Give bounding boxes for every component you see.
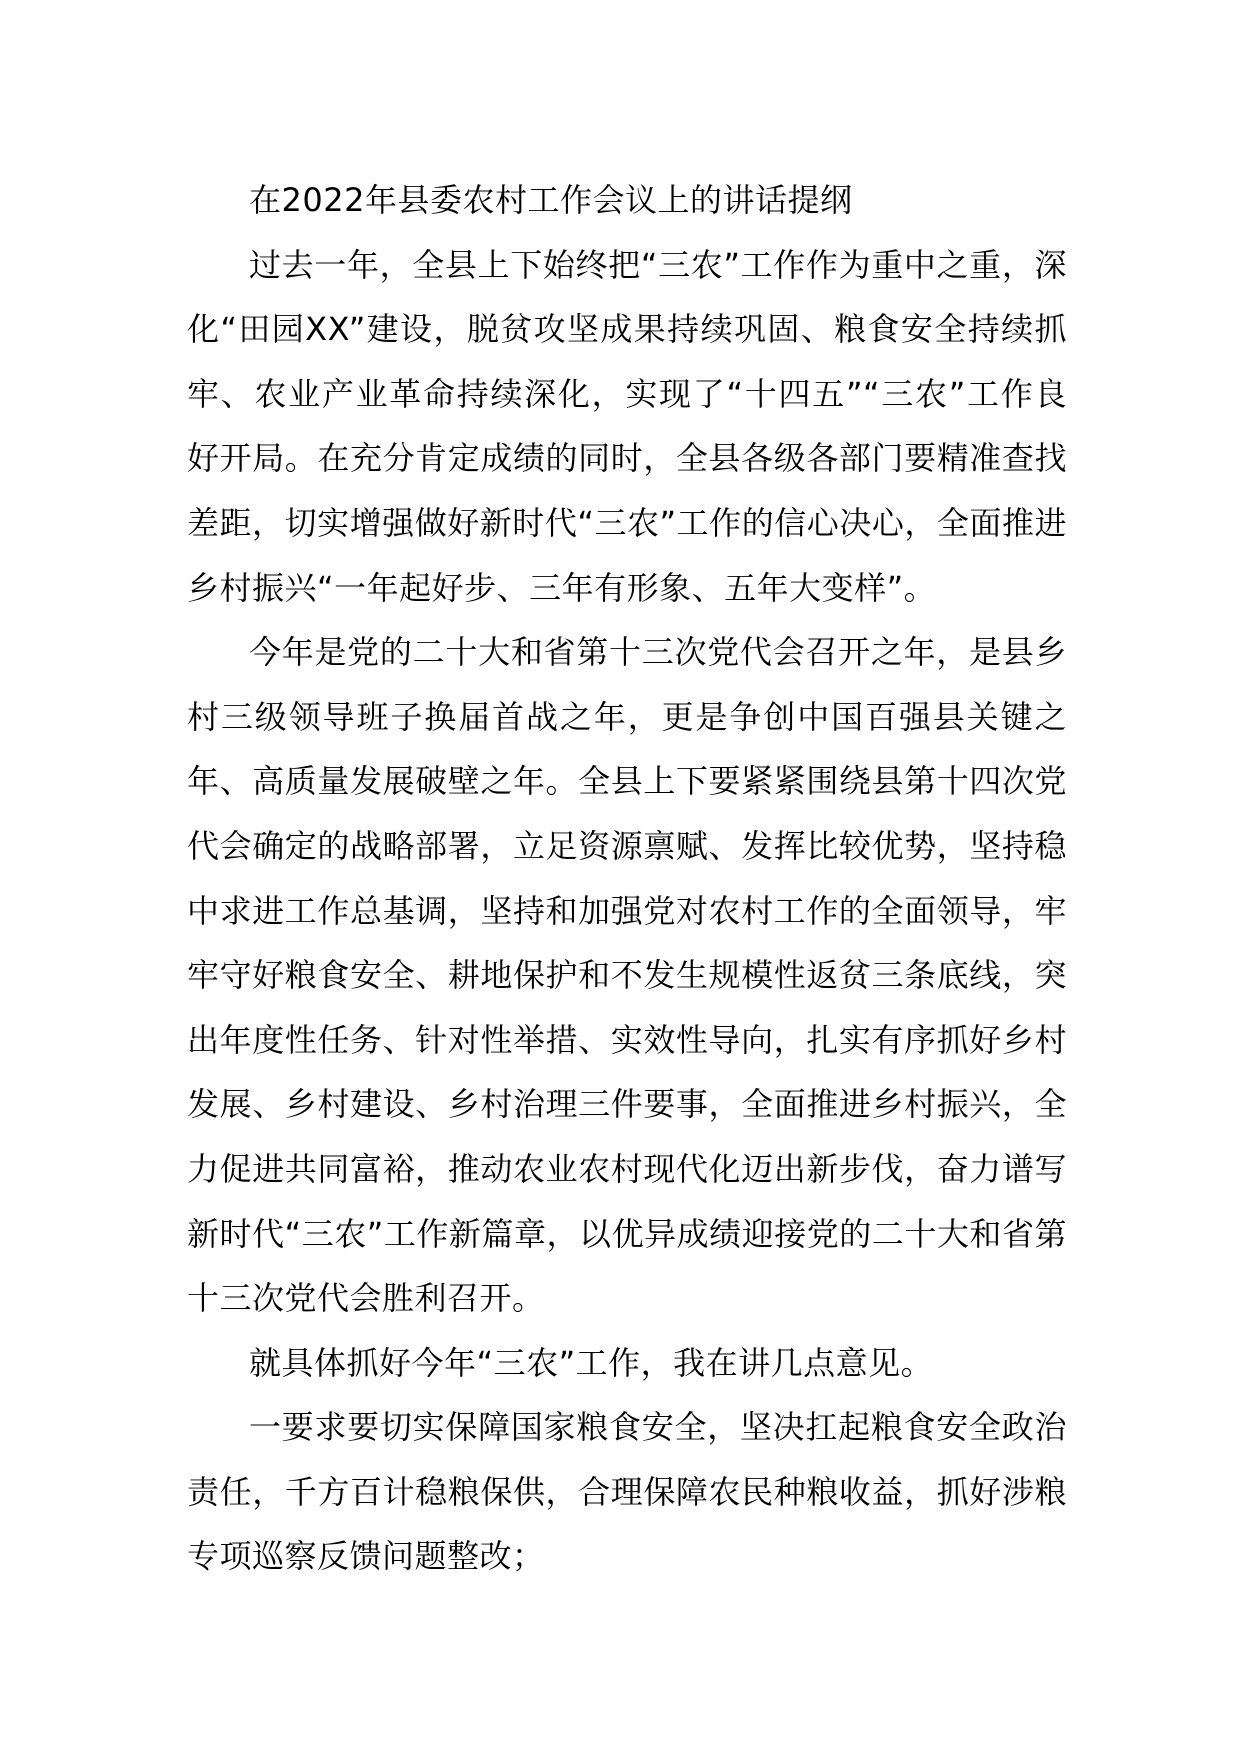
paragraph-review: 过去一年，全县上下始终把“三农”工作作为重中之重，深化“田园XX”建设，脱贫攻坚成果持续巩固、粮食安全持续抓牢、农业产业革命持续深化，实现了“十四五”“三农”工作良好开局。在充分肯定成绩的同时，全县各级各部门要精准查找差距，切实增强做好新时代“三农”工作的信心决心，全面推进乡村振兴“一年起好步、三年有形象、五年大变样”。: [187, 245, 1067, 607]
paragraph-this-year: 今年是党的二十大和省第十三次党代会召开之年，是县乡村三级领导班子换届首战之年，更是争创中国百强县关键之年、高质量发展破壁之年。全县上下要紧紧围绕县第十四次党代会确定的战略部署，立足资源禀赋、发挥比较优势，坚持稳中求进工作总基调，坚持和加强党对农村工作的全面领导，牢牢守好粮食安全、耕地保护和不发生规模性返贫三条底线，突出年度性任务、针对性举措、实效性导向，扎实有序抓好乡村发展、乡村建设、乡村治理三件要事，全面推进乡村振兴，全力促进共同富裕，推动农业农村现代化迈出新步伐，奋力谱写新时代“三农”工作新篇章，以优异成绩迎接党的二十大和省第十三次党代会胜利召开。: [187, 633, 1067, 1318]
paragraph-opinions-intro: 就具体抓好今年“三农”工作，我在讲几点意见。: [249, 1343, 934, 1382]
paragraph-food-security: 一要求要切实保障国家粮食安全，坚决扛起粮食安全政治责任，千方百计稳粮保供，合理保障农民种粮收益，抓好涉粮专项巡察反馈问题整改；: [187, 1408, 1067, 1576]
document-title: 在2022年县委农村工作会议上的讲话提纲: [249, 181, 853, 219]
document-body: [187, 168, 1067, 1589]
